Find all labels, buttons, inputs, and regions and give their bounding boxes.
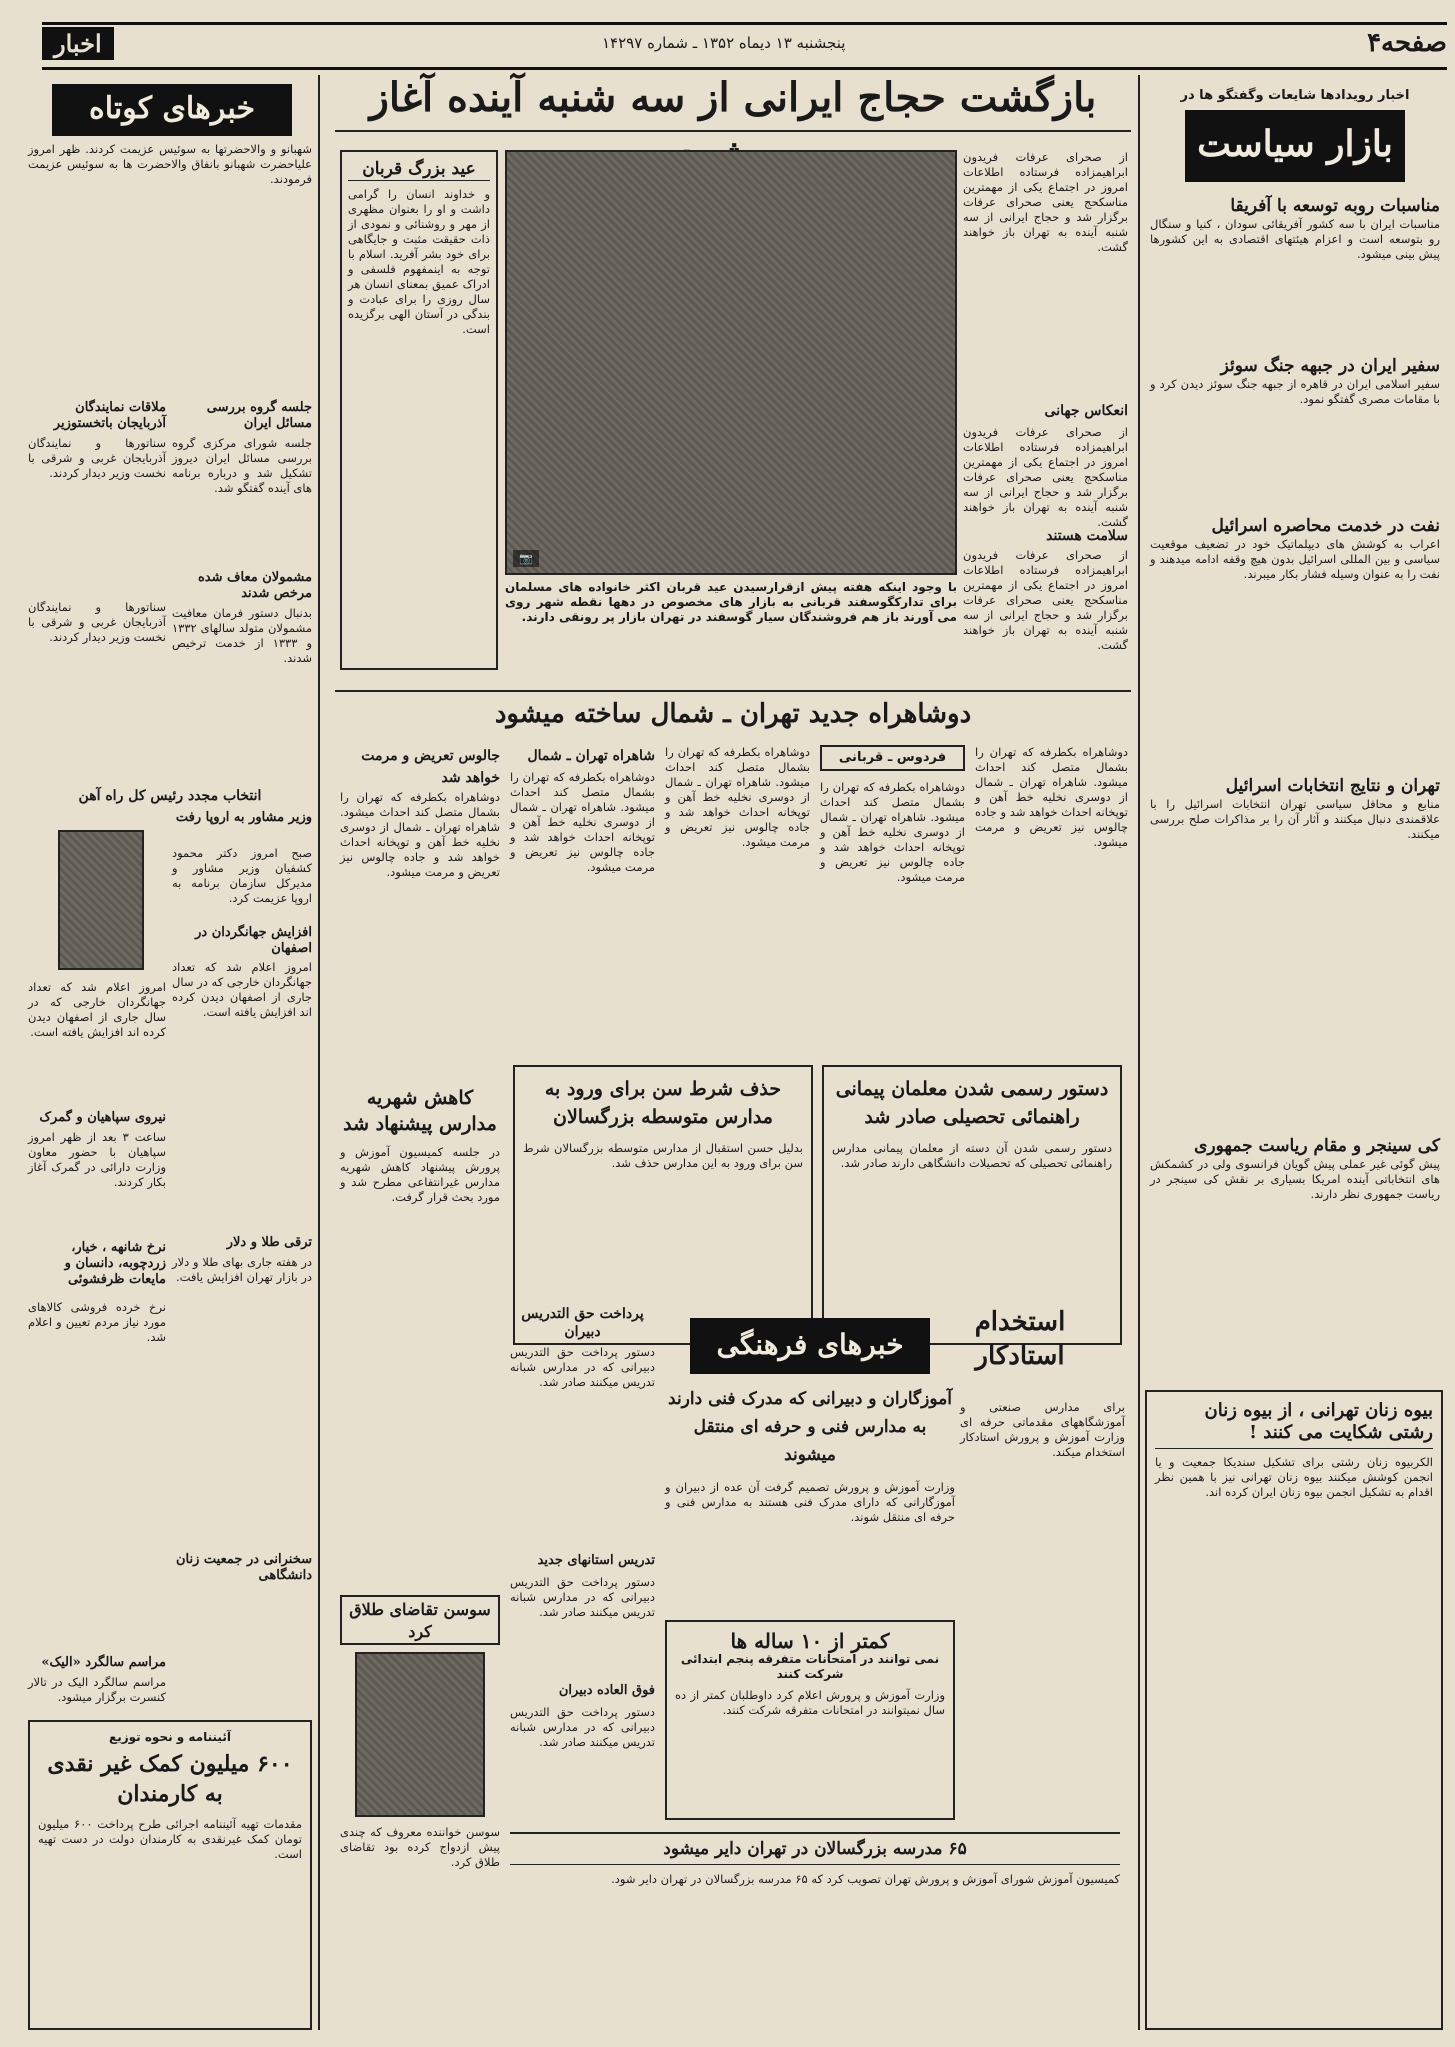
- dateline: پنجشنبه ۱۳ دیماه ۱۳۵۲ ـ شماره ۱۴۲۹۷: [602, 34, 846, 52]
- under10-box: [665, 1620, 955, 1820]
- left-body-continued: امروز اعلام شد که تعداد جهانگردان خارجی که در سال جاری از اصفهان دیدن کرده اند افزایش یافته است.: [28, 980, 166, 1039]
- widows-box: [1145, 1390, 1443, 2030]
- sidebar-item-title: تهران و نتایج انتخابات اسرائیل: [1225, 776, 1440, 796]
- eid-body: و خداوند انسان را گرامی داشت و او را بعنوان مظهری از مهر و روشنائی و نمودی از ذات حقیقت مثبت و جایگاهی برای خود بشر آفرید. اسلام با توجه به اینمفهوم فلسفی و ادراک عمیق بمعنای انسان هر سال روزی را برای عبادت و بندگی در آستان الهی برگزیده است.: [348, 187, 490, 336]
- sidebar-item-body: اعراب به کوشش های دیپلماتیک خود در تضعیف موقعیت سیاسی و بین المللی اسرائیل بدون هیچ وقفه ادامه میدهند و نفت را به عنوان وسیله فشار بکار میبرند.: [1150, 537, 1440, 581]
- hajj-body-3: از صحرای عرفات فریدون ابراهیمزاده فرستاده اطلاعات امروز در اجتماع یکی از مهمترین مناسکحج یعنی صحرای عرفات برگزار شد و حجاج ایرانی از سه شنبه آینده به تهران باز خواهند گشت.: [963, 548, 1128, 652]
- highway-title: دوشاهراه جدید تهران ـ شمال ساخته میشود: [335, 690, 1131, 736]
- hiring-body: برای مدارس صنعتی و آموزشگاههای مقدماتی حرفه ای وزارت آموزش و پرورش استادکار استخدام میکند.: [960, 1400, 1125, 1459]
- masthead: [42, 22, 1447, 70]
- column-rule: [1138, 75, 1140, 2030]
- hajj-photo: [505, 150, 957, 575]
- sidebar-item-title: کی سینجر و مقام ریاست جمهوری: [1194, 1136, 1440, 1156]
- sidebar-item-title: سفیر ایران در جبهه جنگ سوئز: [1220, 356, 1440, 376]
- left-item-body: امروز اعلام شد که تعداد جهانگردان خارجی که در سال جاری از اصفهان دیدن کرده اند افزایش یافته است.: [172, 960, 312, 1019]
- left-item-title: انتخاب مجدد رئیس کل راه آهن: [78, 788, 262, 804]
- highway-col-2: دوشاهراه بکطرفه که تهران را بشمال متصل کند احداث میشود. شاهراه تهران ـ شمال از دوسری نخلیه خط آهن و توپخانه احداث خواهد شد و جاده چالوس نیز تعریض و مرمت میشود.: [820, 780, 965, 884]
- left-item-body: سناتورها و نمایندگان آذربایجان غربی و شرقی با نخست وزیر دیدار کردند.: [28, 436, 166, 480]
- under10-sub: نمی توانند در امتحانات متفرقه پنجم ابتدائی شرکت کنند: [680, 1652, 940, 1681]
- highway-subhead-2: جالوس تعریض و مرمت خواهد شد: [361, 748, 500, 786]
- paper-name: اخبار: [42, 27, 114, 60]
- left-item-body: در هفته جاری بهای طلا و دلار در بازار تهران افزایش یافت.: [172, 1255, 312, 1284]
- widows-body: الکربیوه زنان رشتی برای تشکیل سندیکا جمعیت و یا انجمن کوشش میکنند بیوه زنان تهرانی نیز با همین نظر اقدام به تشکیل انجمن بیوه زنان ایران کرده اند.: [1155, 1455, 1433, 1499]
- sidebar-item-body: منابع و محافل سیاسی تهران انتخابات اسرائیل را با علاقمندی دنبال میکنند و آثار آن را بر مذاکرات صلح بررسی میکنند.: [1150, 797, 1440, 841]
- page-number: صفحه۴: [1367, 28, 1447, 58]
- photo-label: 📷: [513, 550, 539, 567]
- left-item-title: ترقی طلا و دلار: [226, 1235, 312, 1250]
- bonus-title: ۶۰۰ میلیون کمک غیر نقدی به کارمندان: [47, 1751, 293, 1807]
- left-item-title: سخنرانی در جمعیت زنان دانشگاهی: [175, 1552, 312, 1583]
- left-item-title: نیروی سپاهیان و گمرک: [39, 1110, 166, 1125]
- left-item-title: افزایش جهانگردان در اصفهان: [195, 925, 312, 956]
- sidebar-item-body: سفیر اسلامی ایران در قاهره از جبهه جنگ سوئز دیدن کرد و با مقامات مصری گفتگو نمود.: [1150, 377, 1440, 406]
- left-item-title: ملاقات نمایندگان آذربایجان باتخستوزیر: [53, 400, 166, 431]
- culture-body: وزارت آموزش و پرورش تصمیم گرفت آن عده از دبیران و آموزگارانی که دارای مدرک فنی هستند به مدارس فنی و حرفه ای منتقل شوند.: [665, 1480, 955, 1524]
- hajj-body: از صحرای عرفات فریدون ابراهیمزاده فرستاده اطلاعات امروز در اجتماع یکی از مهمترین مناسکحج یعنی صحرای عرفات برگزار شد و حجاج ایرانی از سه شنبه آینده به تهران باز خواهند گشت.: [963, 150, 1128, 254]
- hajj-subhead-2: سلامت هستند: [1046, 528, 1128, 544]
- tuition-body: در جلسه کمیسیون آموزش و پرورش پیشنهاد کاهش شهریه مدارس غیرانتفاعی مطرح شد و مورد بحث قرار گرفت.: [340, 1145, 500, 1204]
- under10-title: کمتر از ۱۰ ساله ها: [730, 1629, 890, 1653]
- culture-head: آموزگاران و دبیرانی که مدرک فنی دارند به مدارس فنی و حرفه ای منتقل میشوند: [668, 1389, 952, 1465]
- left-item-title: نرخ شانهه ، خیار، زردچوبه، دانسان و مایعات ظرفشوئی: [64, 1240, 166, 1287]
- portrait-photo: [58, 830, 144, 970]
- eid-title: عید بزرگ قربان: [348, 158, 490, 181]
- short-news-badge: خبرهای کوتاه: [52, 84, 292, 136]
- hajj-subhead-1: انعکاس جهانی: [1044, 403, 1128, 419]
- left-item-body-extra: سناتورها و نمایندگان آذربایجان غربی و شرقی با نخست وزیر دیدار کردند.: [28, 600, 166, 644]
- photo-caption: با وجود اینکه هفته پیش ازقرارسیدن عید قربان اکثر خانواده های مسلمان برای تدارکگوسفند قربانی به بازار های مخصوص در دهها نقطه شهر روی می آورند باز هم فروشندگان سیار گوسفند در تهران بازار پر رونقی دارند.: [505, 580, 957, 624]
- tuition-title: کاهش شهریه مدارس پیشنهاد شد: [343, 1087, 497, 1135]
- sidebar-banner: بازار سیاست: [1185, 110, 1405, 182]
- sidebar-kicker: اخبار رویدادها شایعات وگفتگو ها در: [1180, 88, 1410, 103]
- salaries-subhead-2: فوق العاده دبیران: [558, 1683, 655, 1698]
- under10-body: وزارت آموزش و پرورش اعلام کرد داوطلبان کمتر از ده سال نمیتوانند در امتحانات متفرقه شرکت کنند.: [675, 1688, 945, 1717]
- bonus-box: [28, 1720, 312, 2030]
- left-item-body: ساعت ۳ بعد از ظهر امروز سپاهیان با حضور معاون وزارت دارائی در گمرک آغاز بکار کردند.: [28, 1130, 166, 1189]
- main-headline: بازگشت حجاج ایرانی از سه شنبه آینده آغاز: [335, 70, 1131, 132]
- widows-title: بیوه زنان تهرانی ، از بیوه زنان رشتی شکایت می کنند !: [1155, 1400, 1433, 1449]
- left-item-body: جلسه شورای مرکزی گروه بررسی مسائل ایران دیروز تشکیل شد و درباره برنامه های آینده گفتگو شد.: [172, 436, 312, 495]
- salaries-body: دستور پرداخت حق التدریس دبیرانی که در مدارس شبانه تدریس میکنند صادر شد.: [510, 1345, 655, 1389]
- short-news-top: شهبانو و والاحضرتها به سوئیس عزیمت کردند. ظهر امروز علیاحضرت شهبانو بانفاق والاحضرت ها به سوئیس عزیمت فرمودند.: [28, 142, 312, 186]
- eid-box: [340, 150, 498, 670]
- highway-col-4: دوشاهراه بکطرفه که تهران را بشمال متصل کند احداث میشود. شاهراه تهران ـ شمال از دوسری نخلیه خط آهن و توپخانه احداث خواهد شد و جاده چالوس نیز تعریض و مرمت میشود.: [510, 770, 655, 874]
- bonus-body: مقدمات تهیه آئیننامه اجرائی طرح پرداخت ۶۰۰ میلیون تومان کمک غیرنقدی به کارمندان دولت در دست تهیه است.: [38, 1817, 303, 1861]
- left-item-title: مشمولان معاف شده مرخص شدند: [197, 570, 312, 601]
- age-title: حذف شرط سن برای ورود به مدارس متوسطه بزرگسالان: [544, 1078, 782, 1128]
- schools65-title: ۶۵ مدرسه بزرگسالان در تهران دایر میشود: [510, 1832, 1120, 1865]
- highway-col-5: دوشاهراه بکطرفه که تهران را بشمال متصل کند احداث میشود. شاهراه تهران ـ شمال از دوسری نخلیه خط آهن و توپخانه احداث خواهد شد و جاده چالوس نیز تعریض و مرمت میشود.: [340, 790, 500, 879]
- left-item-body: نرخ خرده فروشی کالاهای مورد نیاز مردم تعیین و اعلام شد.: [28, 1300, 166, 1344]
- schools65-body: کمیسیون آموزش شورای آموزش و پرورش تهران تصویب کرد که ۶۵ مدرسه بزرگسالان در تهران دایر شود.: [611, 1872, 1120, 1886]
- teachers-title: دستور رسمی شدن معلمان پیمانی راهنمائی تحصیلی صادر شد: [835, 1078, 1109, 1128]
- hajj-body-2: از صحرای عرفات فریدون ابراهیمزاده فرستاده اطلاعات امروز در اجتماع یکی از مهمترین مناسکحج یعنی صحرای عرفات برگزار شد و حجاج ایرانی از سه شنبه آینده به تهران باز خواهند گشت.: [963, 425, 1128, 529]
- teachers-body: دستور رسمی شدن آن دسته از معلمان پیمانی مدارس راهنمائی تحصیلی که تحصیلات دانشگاهی دارند صادر شد.: [832, 1141, 1112, 1170]
- highway-col-3: دوشاهراه بکطرفه که تهران را بشمال متصل کند احداث میشود. شاهراه تهران ـ شمال از دوسری نخلیه خط آهن و توپخانه احداث خواهد شد و جاده چالوس نیز تعریض و مرمت میشود.: [665, 745, 810, 849]
- salaries-body-2: دستور پرداخت حق التدریس دبیرانی که در مدارس شبانه تدریس میکنند صادر شد.: [510, 1575, 655, 1619]
- sidebar-item-title: نفت در خدمت محاصره اسرائیل: [1211, 516, 1440, 536]
- left-item-title: مراسم سالگرد «الیک»: [41, 1655, 166, 1670]
- divorce-title: سوسن تقاضای طلاق کرد: [340, 1595, 500, 1645]
- highway-col-1: دوشاهراه بکطرفه که تهران را بشمال متصل کند احداث میشود. شاهراه تهران ـ شمال از دوسری نخلیه خط آهن و توپخانه احداث خواهد شد و جاده چالوس نیز تعریض و مرمت میشود.: [975, 745, 1128, 849]
- sidebar-items: [1150, 195, 1440, 1345]
- singer-photo: [355, 1652, 485, 1817]
- hiring-title: استخدام استادکار: [974, 1307, 1066, 1371]
- teachers-box: [822, 1065, 1122, 1345]
- highway-box-label: فردوس ـ قربانی: [820, 745, 965, 771]
- bonus-kicker: آئیننامه و نحوه توزیع: [109, 1730, 231, 1744]
- highway-subhead-1: شاهراه تهران ـ شمال: [527, 748, 655, 764]
- culture-badge: خبرهای فرهنگی: [690, 1318, 930, 1374]
- sidebar-item-title: مناسبات روبه توسعه با آفریقا: [1230, 196, 1440, 216]
- column-rule: [318, 75, 320, 2030]
- salaries-body-3: دستور پرداخت حق التدریس دبیرانی که در مدارس شبانه تدریس میکنند صادر شد.: [510, 1705, 655, 1749]
- sidebar-item-body: مناسبات ایران با سه کشور آفریقائی سودان ، کنیا و سنگال رو بتوسعه است و اعزام هیئتهای اقتصادی به این کشورها پیش بینی میشود.: [1150, 217, 1440, 261]
- age-box: [513, 1065, 813, 1345]
- left-item-title: وزیر مشاور به اروپا رفت: [175, 810, 312, 825]
- sidebar-item-body: پیش گوئی غیر عملی پیش گویان فرانسوی ولی در کشمکش های انتخاباتی آینده امریکا بسیاری بر نقش کی سینجر در ریاست جمهوری نظر دارند.: [1150, 1157, 1440, 1201]
- left-item-body: مراسم سالگرد الیک در تالار کنسرت برگزار میشود.: [28, 1675, 166, 1704]
- divorce-body: سوسن خواننده معروف که چندی پیش ازدواج کرده بود تقاضای طلاق کرد.: [340, 1825, 500, 1869]
- salaries-subhead-1: تدریس استانهای جدید: [537, 1553, 655, 1568]
- left-item-title: جلسه گروه بررسی مسائل ایران: [206, 400, 312, 431]
- salaries-title: پرداخت حق التدریس دبیران: [521, 1306, 644, 1340]
- age-body: بدلیل حسن استقبال از مدارس متوسطه بزرگسالان شرط سن برای ورود به این مدارس حذف شد.: [523, 1141, 803, 1170]
- left-item-body: صبح امروز دکتر محمود کشفیان وزیر مشاور و مدیرکل سازمان برنامه به اروپا عزیمت کرد.: [172, 846, 312, 905]
- left-item-body: بدنبال دستور فرمان معافیت مشمولان متولد سالهای ۱۳۳۲ و ۱۳۳۳ از خدمت ترخیص شدند.: [172, 606, 312, 665]
